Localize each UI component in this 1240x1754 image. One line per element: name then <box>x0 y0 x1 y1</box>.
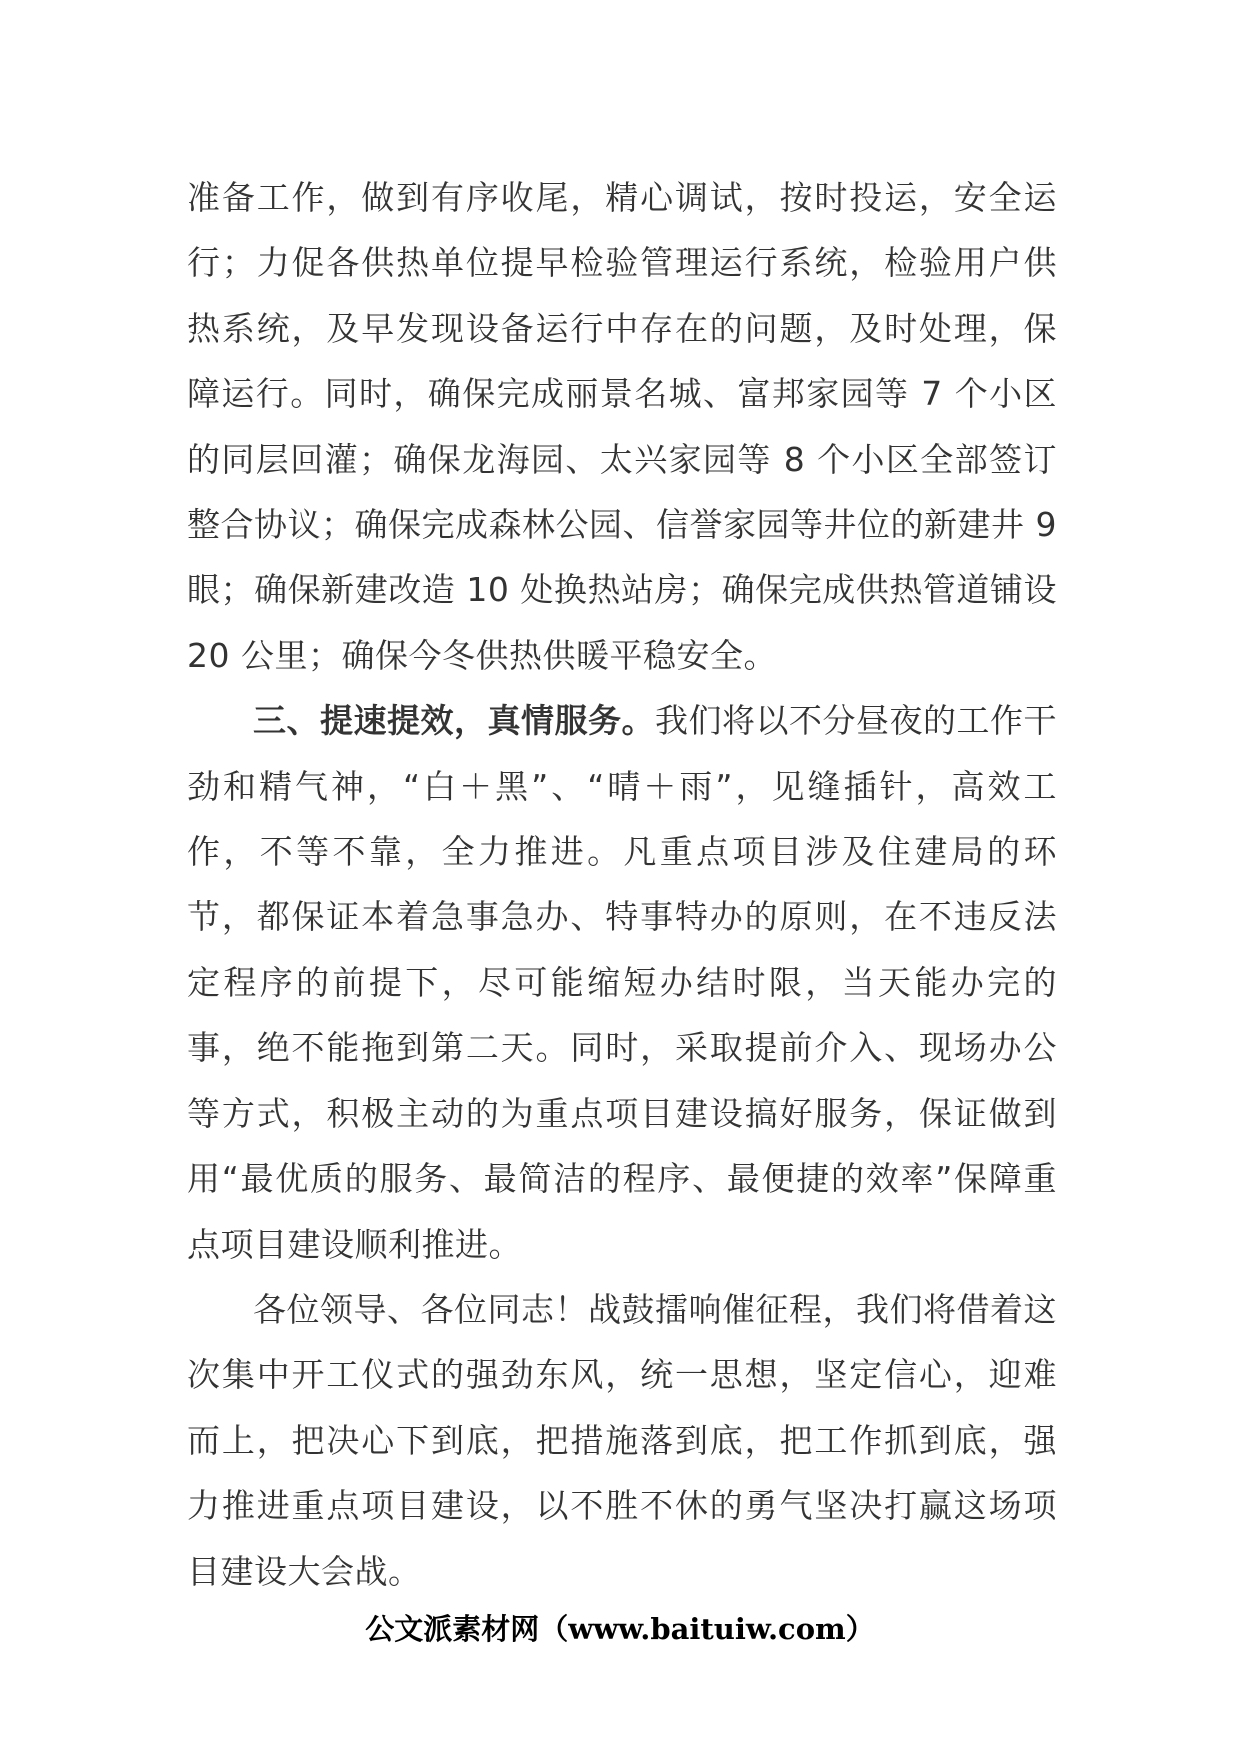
paragraph-text: 各位领导、各位同志！战鼓擂响催征程，我们将借着这次集中开工仪式的强劲东风，统一思想，坚定信心，迎难而上，把决心下到底，把措施落到底，把工作抓到底，强力推进重点项目建设，以不胜不休的勇气坚决打赢这场项目建设大会战。 <box>187 1289 1057 1591</box>
paragraph-text: 我们将以不分昼夜的工作干劲和精气神，“白＋黑”、“晴＋雨”，见缝插针，高效工作，不等不靠，全力推进。凡重点项目涉及住建局的环节，都保证本着急事急办、特事特办的原则，在不违反法定程序的前提下，尽可能缩短办结时限，当天能办完的事，绝不能拖到第二天。同时，采取提前介入、现场办公等方式，积极主动的为重点项目建设搞好服务，保证做到用“最优质的服务、最简洁的程序、最便捷的效率”保障重点项目建设顺利推进。 <box>187 701 1057 1264</box>
footer-watermark: 公文派素材网（www.baituiw.com） <box>365 1612 875 1646</box>
paragraph-closing <box>187 1277 1057 1604</box>
paragraph-continuation <box>187 165 1057 688</box>
section-heading: 三、提速提效，真情服务。 <box>253 701 655 741</box>
document-body <box>187 165 1057 1604</box>
paragraph-text: 准备工作，做到有序收尾，精心调试，按时投运，安全运行；力促各供热单位提早检验管理运行系统，检验用户供热系统，及早发现设备运行中存在的问题，及时处理，保障运行。同时，确保完成丽景名城、富邦家园等 7 个小区的同层回灌；确保龙海园、太兴家园等 8 个小区全部签订整合协议；确保完成森林公园、信誉家园等井位的新建井 9 眼；确保新建改造 10 处换热站房；确保完成供热管道铺设 20 公里；确保今冬供热供暖平稳安全。 <box>187 178 1057 675</box>
paragraph-section-three <box>187 688 1057 1277</box>
